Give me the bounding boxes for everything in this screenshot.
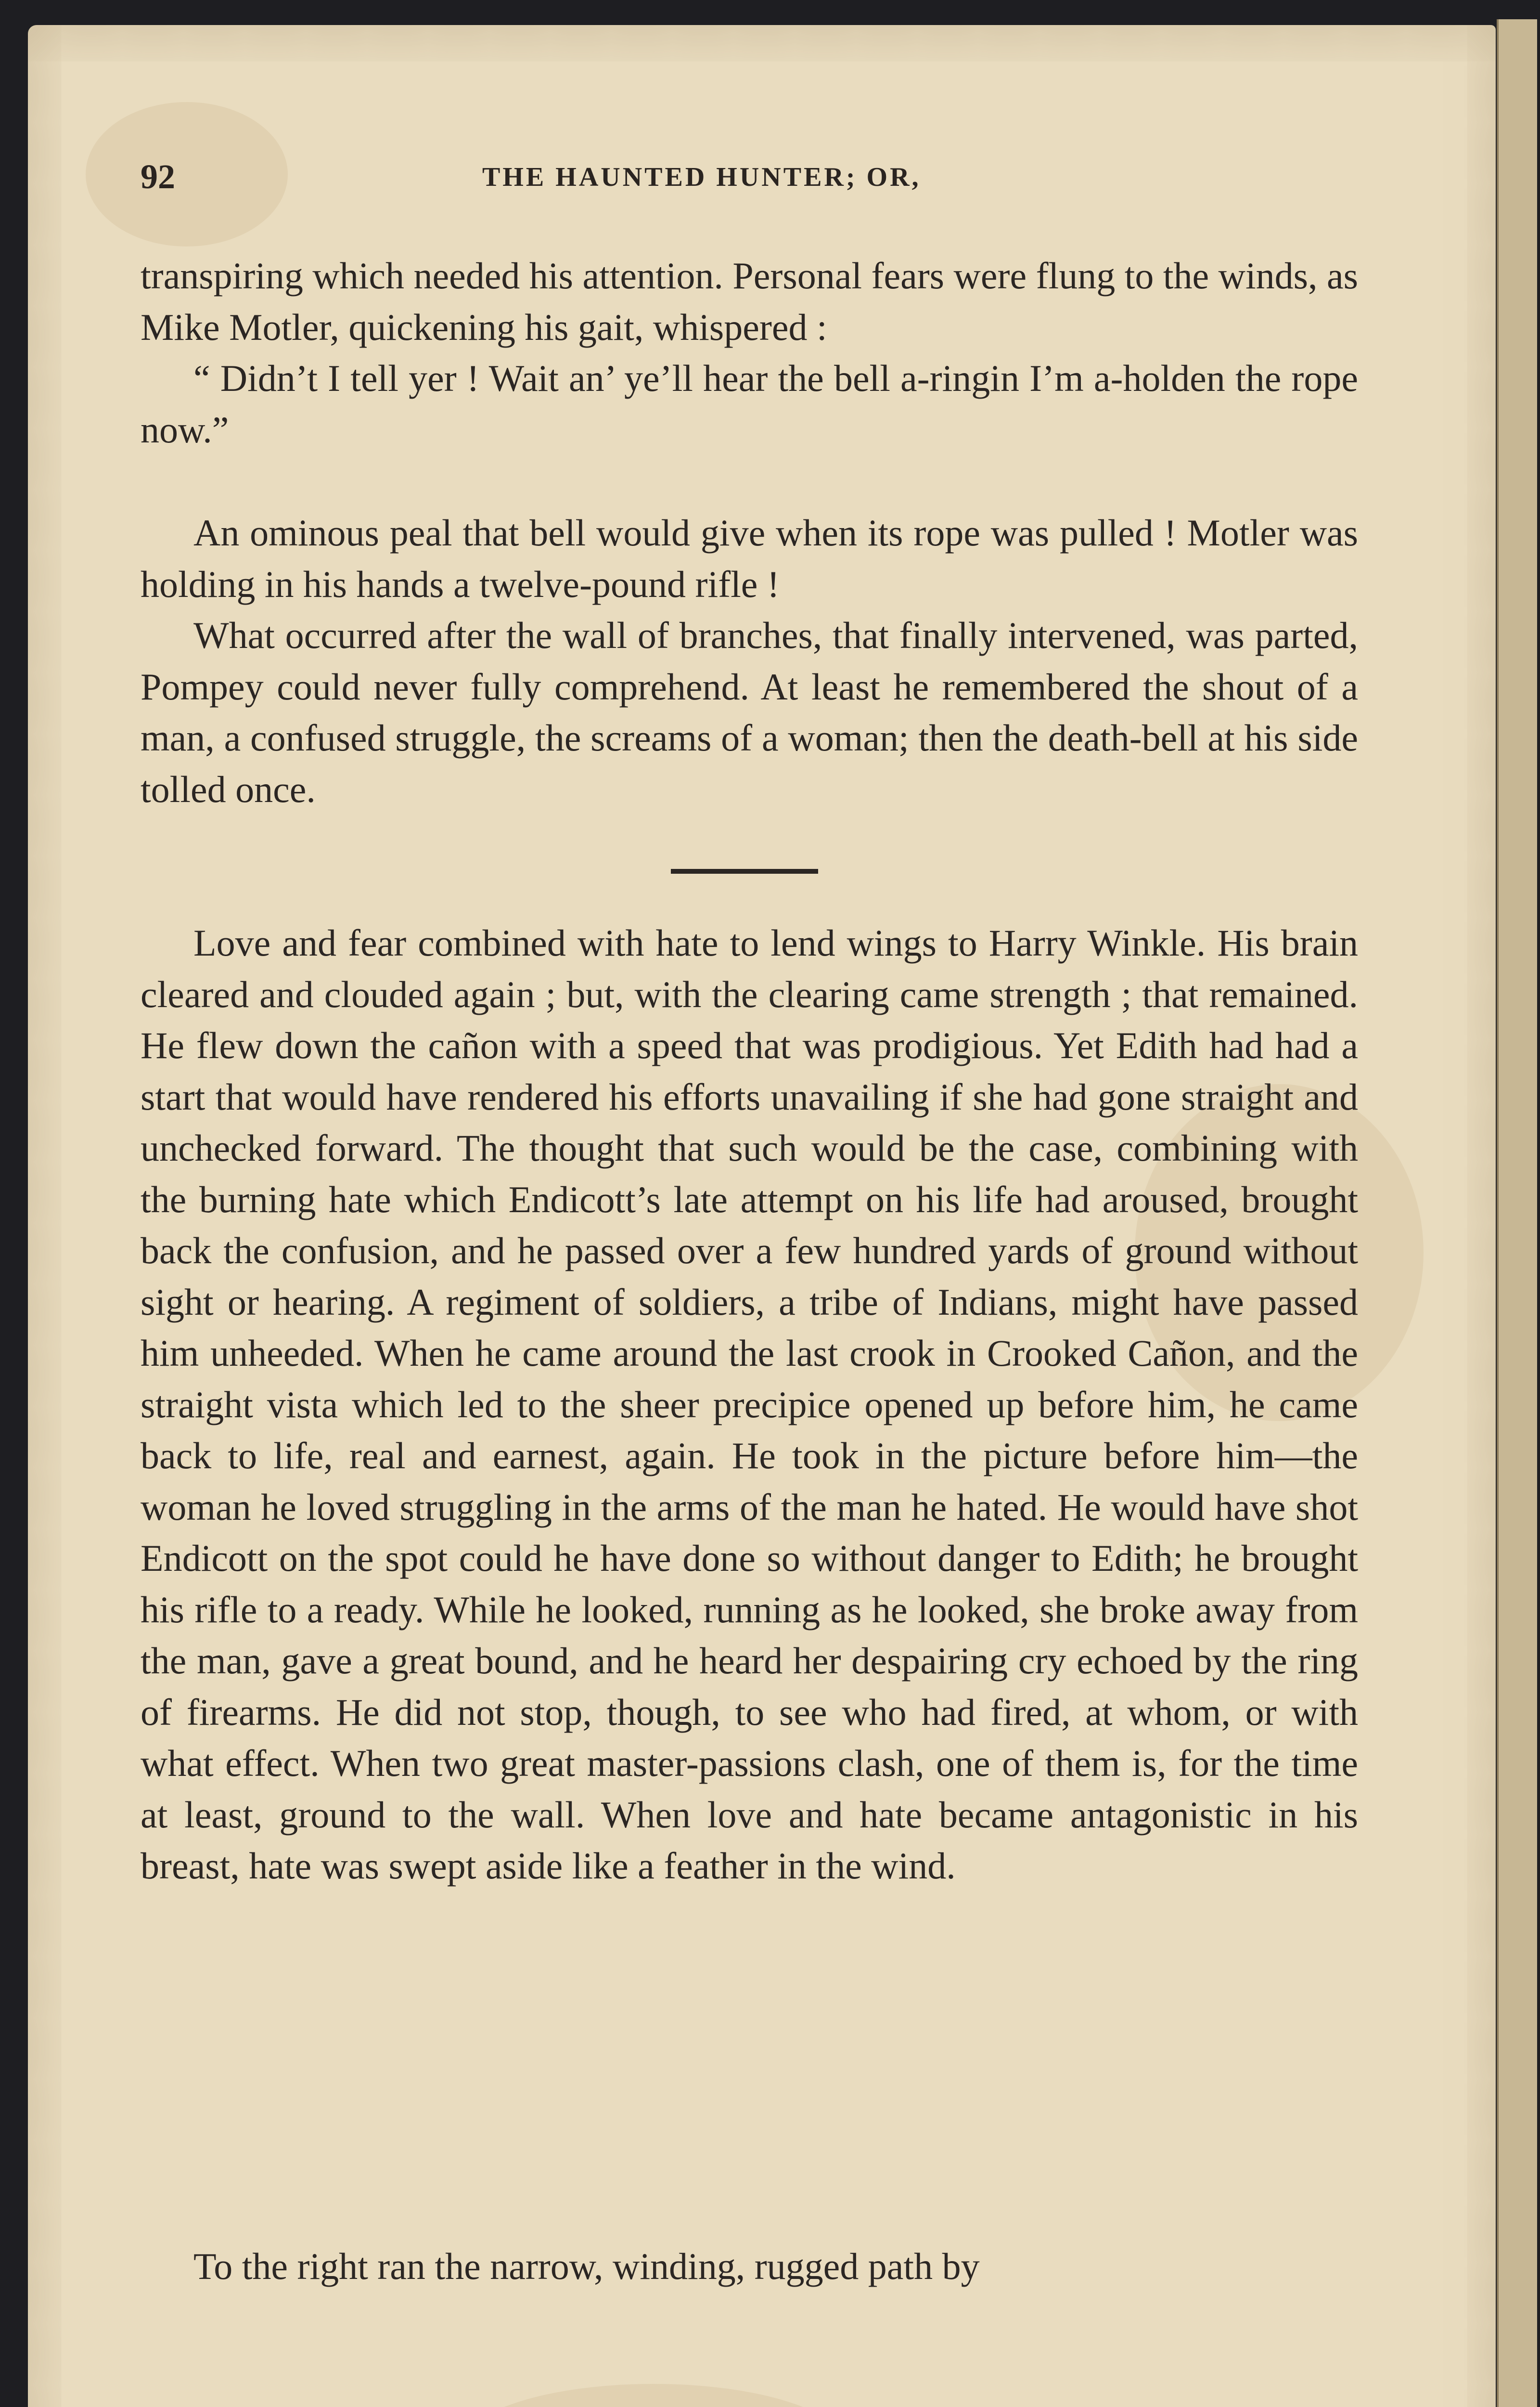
paragraph-block-main [141,918,1358,1892]
paragraph: “ Didn’t I tell yer ! Wait an’ ye’ll hear the bell a-ringin I’m a-holden the rope now.” [141,357,1358,451]
paragraph: To the right ran the narrow, winding, rugged path by [193,2245,980,2287]
paragraph-block-top [141,250,1358,455]
paragraph-block-bottom [141,2241,1358,2292]
paragraph: An ominous peal that bell would give when its rope was pulled ! Motler was holding in his hands a twelve-pound rifle ! [141,512,1358,605]
page-number: 92 [141,157,175,196]
adjacent-page-edge [1497,19,1537,2407]
paragraph: What occurred after the wall of branches, that finally intervened, was parted, Pompey could never fully comprehend. At least he remembered the shout of a man, a confused struggle, the screams of a woman; then the death-bell at his side tolled once. [141,614,1358,810]
page-header [141,157,1373,195]
paragraph: Love and fear combined with hate to lend wings to Harry Winkle. His brain cleared and clouded again ; but, with the clearing came strength ; that remained. He flew down the cañon with a speed that was prodigious. Yet Edith had had a start that would have rendered his efforts unavailing if she had gone straight and unchecked forward. The thought that such would be the case, combining with the burning hate which Endicott’s late attempt on his life had aroused, brought back the confusion, and he passed over a few hundred yards of ground without sight or hearing. A regiment of soldiers, a tribe of Indians, might have passed him unheeded. When he came around the last crook in Crooked Cañon, and the straight vista which led to the sheer precipice opened up before him, he came back to life, real and earnest, again. He took in the picture before him—the woman he loved struggling in the arms of the man he hated. He would have shot Endicott on the spot could he have done so without danger to Edith; he brought his rifle to a ready. While he looked, running as he looked, she broke away from the man, gave a great bound, and he heard her despairing cry echoed by the ring of firearms. He did not stop, though, to see who had fired, at whom, or with what effect. When two great master-passions clash, one of them is, for the time at least, ground to the wall. When love and hate became antagonistic in his breast, hate was swept aside like a feather in the wind. [141,922,1358,1887]
paragraph-block-pompey [141,507,1358,815]
section-divider [671,869,818,874]
paper-stain [461,2384,846,2407]
paragraph: transpiring which needed his attention. Personal fears were flung to the winds, as Mike Motler, quickening his gait, whispered : [141,255,1359,348]
running-title: THE HAUNTED HUNTER; OR, [482,162,921,192]
